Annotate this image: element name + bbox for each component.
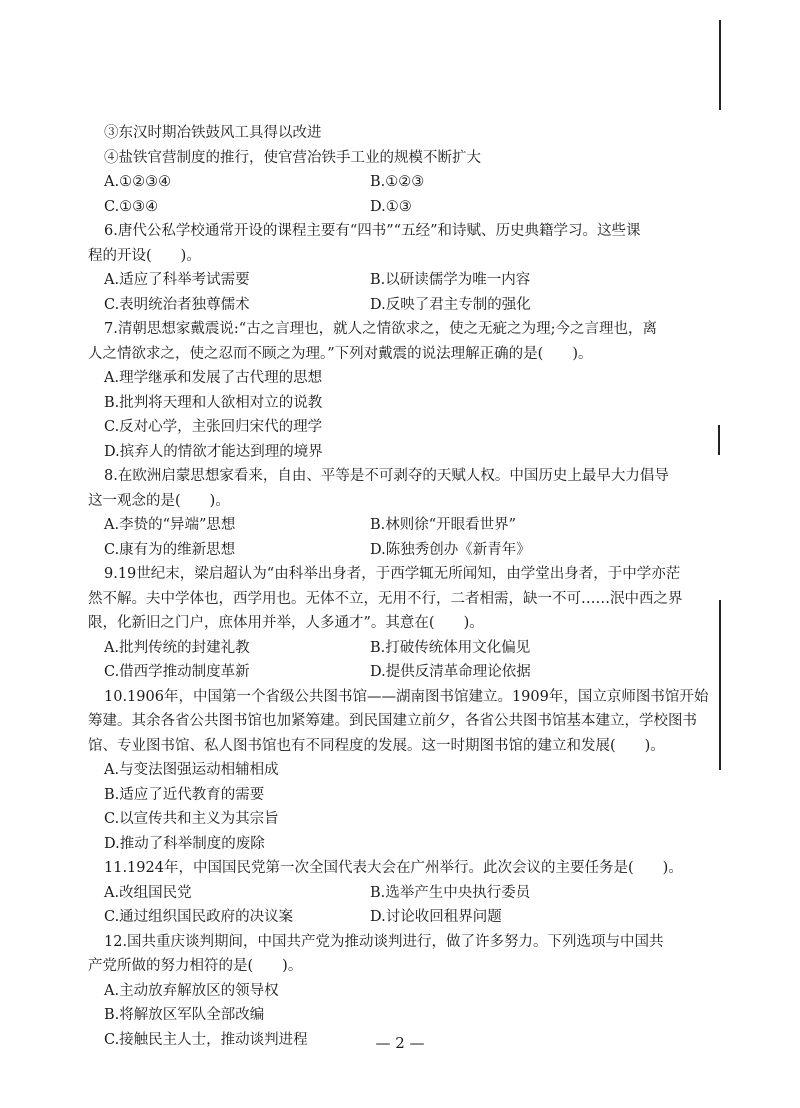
q8-option-c[interactable]: C.康有为的维新思想	[104, 541, 236, 558]
q10-option-b[interactable]: B.适应了近代教育的需要	[104, 786, 265, 803]
q6-option-d[interactable]: D.反映了君主专制的强化	[370, 296, 531, 313]
q9-stem-line-3: 限，化新旧之门户，庶体用并举，人多通才”。其意在( )。	[88, 615, 484, 631]
page-number: — 2 —	[375, 1034, 425, 1052]
q5-options-row-1	[88, 170, 688, 195]
q6-option-c[interactable]: C.表明统治者独尊儒术	[104, 296, 250, 313]
q11-option-d[interactable]: D.讨论收回租界问题	[370, 909, 502, 925]
q11-options-row-1	[88, 881, 688, 906]
q8-options-row-1	[88, 513, 688, 538]
q11-stem-line-1: 11.1924年，中国国民党第一次全国代表大会在广州举行。此次会议的主要任务是( )。	[104, 860, 683, 876]
q7-option-d[interactable]: D.摈弃人的情欲才能达到理的境界	[104, 443, 323, 460]
q5-options-row-2	[88, 195, 688, 220]
q10-stem-line-1: 10.1906年，中国第一个省级公共图书馆——湖南图书馆建立。1909年，国立京师图书馆开始	[104, 688, 709, 705]
q9-stem-line-2: 然不解。夫中学体也，西学用也。无体不立，无用不行，二者相需，缺一不可……泯中西之界	[88, 590, 683, 607]
q6-options-row-1	[88, 268, 688, 293]
q6-stem-line-2: 程的开设( )。	[88, 247, 201, 264]
q9-options-row-1	[88, 636, 688, 661]
q9-option-a[interactable]: A.批判传统的封建礼教	[104, 639, 250, 656]
q7-stem-line-2: 人之情欲求之，使之忍而不顾之为理。”下列对戴震的说法理解正确的是( )。	[88, 345, 593, 362]
q8-options-row-2	[88, 538, 688, 563]
q6-option-a[interactable]: A.适应了科举考试需要	[104, 272, 250, 288]
q9-options-row-2	[88, 660, 688, 685]
q6-options-row-2	[88, 293, 688, 318]
q5-option-d[interactable]: D.①③	[370, 198, 412, 215]
q12-option-a[interactable]: A.主动放弃解放区的领导权	[104, 982, 279, 999]
scan-edge-line	[719, 20, 721, 110]
q5-option-a[interactable]: A.①②③④	[104, 174, 172, 190]
q6-stem-line-1: 6.唐代公私学校通常开设的课程主要有“四书”“五经”和诗赋、历史典籍学习。这些课	[104, 223, 641, 239]
q11-options-row-2	[88, 905, 688, 930]
q10-stem-line-3: 馆、专业图书馆、私人图书馆也有不同程度的发展。这一时期图书馆的建立和发展( )。	[88, 737, 665, 754]
q10-option-d[interactable]: D.推动了科举制度的废除	[104, 835, 265, 852]
q10-stem-line-2: 筹建。其余各省公共图书馆也加紧筹建。到民国建立前夕，各省公共图书馆基本建立，学校图书	[88, 713, 697, 729]
q11-option-c[interactable]: C.通过组织国民政府的决议案	[104, 909, 294, 925]
q7-stem-line-1: 7.清朝思想家戴震说:“古之言理也，就人之情欲求之，使之无疵之为理;今之言理也，离	[104, 321, 658, 337]
question-content	[88, 121, 709, 1052]
q9-option-c[interactable]: C.借西学推动制度革新	[104, 664, 250, 680]
q5-option-b[interactable]: B.①②③	[370, 174, 425, 190]
q12-option-c[interactable]: C.接触民主人士，推动谈判进程	[104, 1031, 308, 1048]
q7-option-b[interactable]: B.批判将天理和人欲相对立的说教	[104, 394, 323, 411]
q8-option-b[interactable]: B.林则徐“开眼看世界”	[370, 517, 517, 533]
q8-option-d[interactable]: D.陈独秀创办《新青年》	[370, 541, 531, 558]
q5-statement-4: ④盐铁官营制度的推行，使官营冶铁手工业的规模不断扩大	[104, 149, 481, 166]
scan-edge-line	[718, 425, 720, 455]
q11-option-a[interactable]: A.改组国民党	[104, 884, 192, 901]
q9-option-b[interactable]: B.打破传统体用文化偏见	[370, 639, 531, 656]
q11-option-b[interactable]: B.选举产生中央执行委员	[370, 884, 531, 901]
q8-stem-line-2: 这一观念的是( )。	[88, 492, 230, 509]
scan-edge-line	[719, 600, 721, 770]
q6-option-b[interactable]: B.以研读儒学为唯一内容	[370, 272, 531, 288]
q5-statement-3: ③东汉时期冶铁鼓风工具得以改进	[104, 125, 322, 141]
q10-option-a[interactable]: A.与变法图强运动相辅相成	[104, 762, 279, 778]
q9-stem-line-1: 9.19世纪末，梁启超认为“由科举出身者，于西学辄无所闻知，由学堂出身者，于中学亦茫	[104, 566, 681, 582]
q5-option-c[interactable]: C.①③④	[104, 198, 159, 215]
q12-stem-line-2: 产党所做的努力相符的是( )。	[88, 958, 303, 974]
q8-stem-line-1: 8.在欧洲启蒙思想家看来，自由、平等是不可剥夺的天赋人权。中国历史上最早大力倡导	[104, 468, 669, 484]
q12-stem-line-1: 12.国共重庆谈判期间，中国共产党为推动谈判进行，做了许多努力。下列选项与中国共	[104, 933, 664, 950]
q10-option-c[interactable]: C.以宣传共和主义为其宗旨	[104, 811, 279, 827]
q12-option-b[interactable]: B.将解放区军队全部改编	[104, 1007, 265, 1023]
q9-option-d[interactable]: D.提供反清革命理论依据	[370, 664, 531, 680]
q8-option-a[interactable]: A.李贽的“异端”思想	[104, 517, 236, 533]
q7-option-a[interactable]: A.理学继承和发展了古代理的思想	[104, 370, 323, 386]
q7-option-c[interactable]: C.反对心学，主张回归宋代的理学	[104, 419, 323, 435]
